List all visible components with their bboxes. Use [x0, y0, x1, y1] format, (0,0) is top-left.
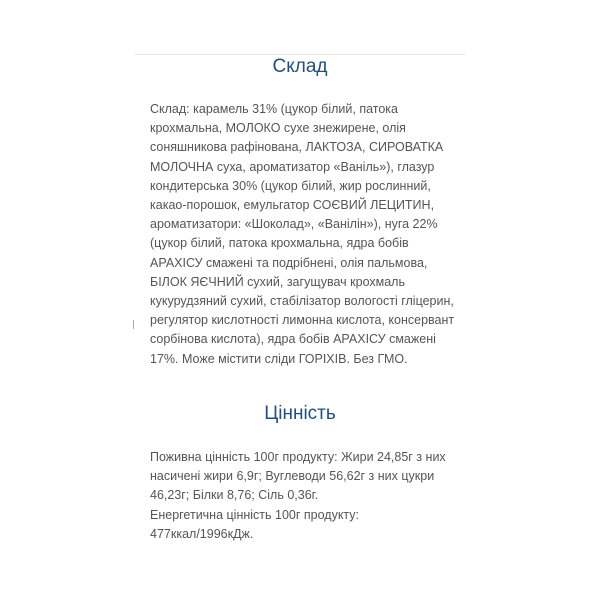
composition-line: кукурудзяний сухий, стабілізатор вологості гліцерин, — [150, 294, 454, 309]
nutrition-line: насичені жири 6,9г; Вуглеводи 56,62г з них цукри — [150, 469, 435, 484]
composition-line: регулятор кислотності лимонна кислота, консервант — [150, 313, 455, 328]
composition-line: какао-порошок, емульгатор СОЄВИЙ ЛЕЦИТИН, — [150, 198, 435, 213]
composition-line: 17%. Може містити сліди ГОРІХІВ. Без ГМО. — [150, 351, 408, 366]
nutrition-line: Поживна цінність 100г продукту: Жири 24,85г з них — [150, 450, 446, 464]
composition-line: АРАХІСУ смажені та подрібнені, олія пальмова, — [150, 255, 428, 270]
composition-heading: Склад — [272, 56, 328, 77]
composition-line: БІЛОК ЯЄЧНИЙ сухий, загущувач крохмаль — [150, 274, 405, 289]
composition-text — [150, 100, 455, 369]
composition-line: (цукор білий, патока крохмальна, ядра бобів — [150, 236, 409, 251]
top-divider — [135, 54, 465, 55]
value-heading: Цінність — [264, 403, 336, 424]
nutrition-line: Енергетична цінність 100г продукту: — [150, 507, 360, 522]
nutrition-line: 477ккал/1996кДж. — [150, 526, 254, 541]
nutrition-text — [150, 448, 450, 544]
nutrition-line: 46,23г; Білки 8,76; Сіль 0,36г. — [150, 488, 319, 503]
composition-line: кондитерська 30% (цукор білий, жир рослинний, — [150, 178, 431, 193]
composition-line: сорбінова кислота), ядра бобів АРАХІСУ смажені — [150, 332, 436, 347]
composition-line: крохмальна, МОЛОКО сухе знежирене, олія — [150, 121, 406, 136]
composition-line: ароматизатори: «Шоколад», «Ванілін»), нуга 22% — [150, 217, 438, 232]
composition-line: соняшникова рафінована, ЛАКТОЗА, СИРОВАТКА — [150, 140, 444, 155]
composition-line: Склад: карамель 31% (цукор білий, патока — [150, 102, 398, 116]
text-cursor-marker — [133, 320, 134, 329]
composition-line: МОЛОЧНА суха, ароматизатор «Ваніль»), глазур — [150, 159, 435, 174]
